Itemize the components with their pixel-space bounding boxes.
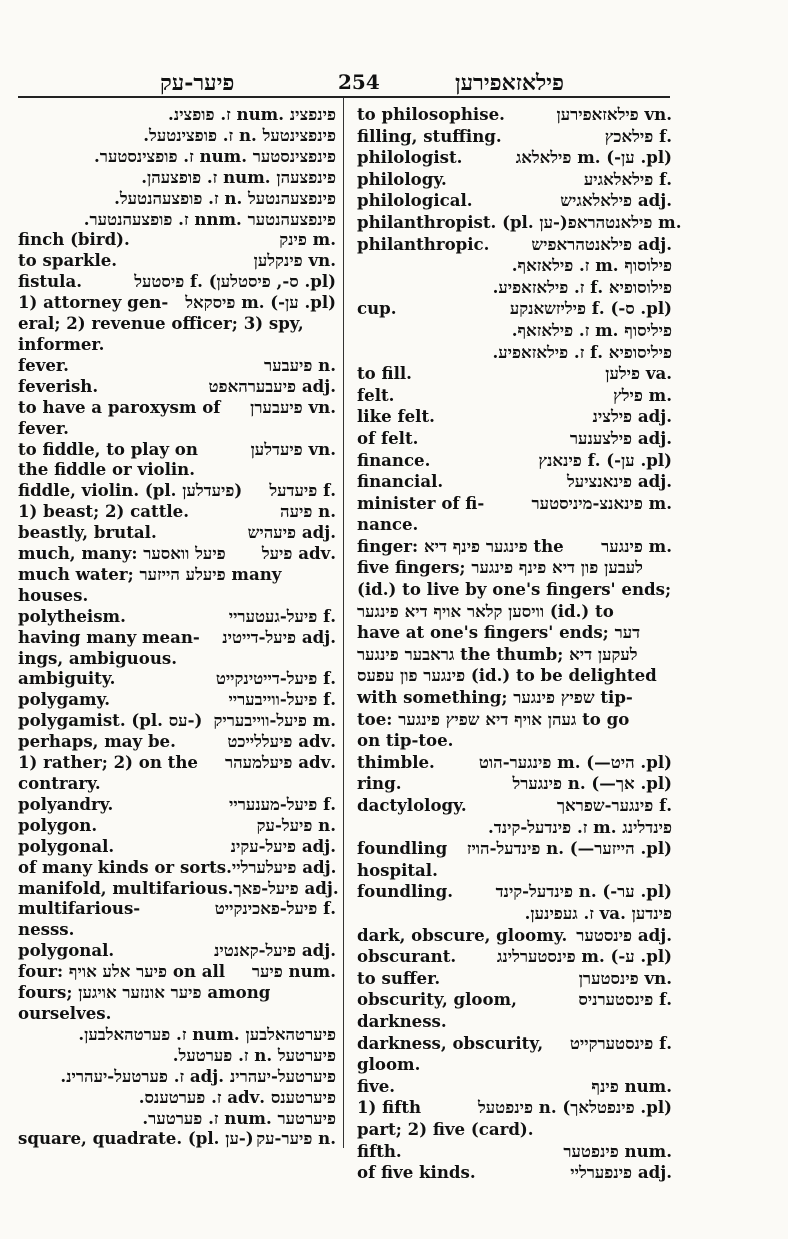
entry-gloss: philanthropic.: [357, 233, 490, 254]
entry-headword: .adj פיעלערליי: [231, 856, 337, 877]
dictionary-entry: [18, 480, 336, 501]
dictionary-entry: [18, 877, 339, 899]
entry-headword: .adj פיעל-דייטינ: [222, 626, 336, 647]
entry-gloss: feverish.: [18, 375, 99, 396]
entry-gloss: 1) beast; 2) cattle.: [18, 501, 189, 522]
dictionary-entry: [18, 250, 336, 271]
entry-headword: (pl. ער-) .n פינדעל-קינד: [495, 881, 672, 902]
entry-gloss: polygonal.: [18, 835, 115, 856]
entry-continuation: וויסען קלאר אויף דיא פינגער (id.) to: [357, 600, 614, 621]
entry-gloss: ring.: [357, 773, 402, 794]
entry-gloss: polytheism.: [18, 605, 126, 626]
cross-reference-entry: פינפצינטעל .n ז. פופצינטעל.: [143, 124, 336, 145]
header-rule: [18, 96, 670, 98]
entry-headword: (pl. הייזער—) .n פינדעל-הויז: [466, 838, 672, 859]
dictionary-entry: [357, 450, 672, 472]
entry-continuation: nance.: [357, 514, 419, 535]
entry-gloss: philologist.: [357, 147, 463, 168]
dictionary-entry: [18, 229, 336, 250]
dictionary-entry: [357, 752, 672, 774]
entry-gloss: of felt.: [357, 427, 419, 448]
entry-headword: .num פינפטער: [563, 1140, 672, 1161]
dictionary-entry: [357, 493, 672, 515]
entry-gloss: financial.: [357, 471, 444, 492]
entry-gloss: like felt.: [357, 406, 435, 427]
cross-reference-entry: פיערטהאלבען .num ז. פערטהאלבען.: [78, 1023, 336, 1044]
dictionary-entry: [18, 522, 336, 543]
entry-gloss: fever.: [18, 354, 69, 375]
entry-gloss: much, many: פיעל וואסער: [18, 543, 226, 564]
dictionary-entry: [357, 363, 672, 385]
dictionary-entry: [18, 815, 336, 836]
entry-continuation: gloom.: [357, 1054, 421, 1075]
entry-headword: .adj פינסטער: [576, 924, 672, 945]
dictionary-entry: [18, 439, 336, 460]
entry-headword: .f פילאכץ: [604, 125, 672, 146]
dictionary-entry: [357, 838, 672, 860]
right-running-head: פילאזאפירען: [455, 70, 565, 96]
cross-reference-entry: פילוסופיא .f ז. פילאזאפיע.: [492, 276, 672, 297]
entry-gloss: beastly, brutal.: [18, 522, 157, 543]
entry-headword: .f פילאלאגיע: [583, 168, 672, 189]
dictionary-entry: [18, 501, 336, 522]
entry-headword: .m פינאנצ-מיניסטער: [531, 492, 672, 513]
entry-headword: .f פיעדעל: [269, 480, 336, 501]
entry-headword: .adj פיעל-פאך: [233, 877, 339, 898]
entry-gloss: philology.: [357, 168, 447, 189]
entry-gloss: 1) attorney gen-: [18, 292, 169, 313]
entry-headword: .adj פינאנציעל: [567, 471, 672, 492]
entry-gloss: finch (bird).: [18, 229, 130, 250]
entry-gloss: philological.: [357, 190, 473, 211]
dictionary-entry: [18, 627, 336, 648]
dictionary-entry: [18, 940, 336, 961]
cross-reference-entry: פינפצעהנטעל .n ז. פופצעהנטעל.: [114, 187, 336, 208]
entry-continuation: part; 2) five (card).: [357, 1118, 534, 1139]
cross-reference-entry: פינפצעהן .num ז. פופצעהן.: [141, 166, 336, 187]
dictionary-entry: [357, 190, 672, 212]
entry-headword: .f פיעל-פאכינקייט: [214, 898, 336, 919]
entry-headword: .adj פיעהיש: [247, 522, 336, 543]
cross-reference-entry: פילוסוף .m ז. פילאזאף.: [511, 255, 672, 276]
entry-headword: .adj פיעל-קאנטינ: [213, 940, 336, 961]
entry-gloss: minister of fi-: [357, 492, 485, 513]
entry-headword: .adj פילאנטהראפיש: [531, 233, 672, 254]
entry-gloss: 1) fifth: [357, 1097, 422, 1118]
dictionary-entry: [357, 795, 672, 817]
entry-continuation: much water; פיעלע הייזער many: [18, 563, 282, 584]
dictionary-entry: [18, 292, 336, 313]
entry-gloss: to philosophise.: [357, 104, 505, 124]
dictionary-entry: [18, 397, 336, 418]
entry-headword: .n פיעבער: [264, 354, 336, 375]
dictionary-entry: [18, 355, 336, 376]
entry-headword: .f פיעל-געטעריי: [228, 605, 336, 626]
entry-continuation: houses.: [18, 584, 89, 605]
dictionary-entry: [357, 298, 672, 320]
cross-reference-entry: פינדלינג .m ז. פינדעל-קינד.: [488, 816, 672, 837]
entry-continuation: the fiddle or violin.: [18, 459, 196, 480]
entry-gloss: fistula.: [18, 271, 82, 292]
right-column: [357, 104, 682, 1184]
entry-headword: .f פיעל-מענעריי: [229, 793, 336, 814]
entry-continuation: ings, ambiguous.: [18, 647, 178, 668]
left-running-head: פיער-עק: [160, 70, 235, 96]
entry-headword: (pl. ס-) .f פיליזשאנקע: [509, 298, 672, 319]
entry-headword: .vn פיעדלען: [250, 438, 336, 459]
entry-gloss: polygonal.: [18, 940, 115, 961]
entry-gloss: having many mean-: [18, 626, 200, 647]
entry-headword: .adj פיעל-עקינ: [230, 835, 336, 856]
entry-continuation: nesss.: [18, 919, 75, 940]
entry-headword: .adv פיעל: [261, 543, 336, 564]
dictionary-entry: [357, 471, 672, 493]
dictionary-entry: [18, 898, 336, 919]
entry-headword: .f פיעל-ווייבעריי: [228, 689, 336, 710]
entry-gloss: polygamy.: [18, 689, 111, 710]
entry-gloss: felt.: [357, 384, 395, 405]
entry-gloss: of five kinds.: [357, 1162, 476, 1183]
dictionary-entry: [357, 234, 672, 256]
entry-headword: (pl. ע-) .m פינסטערלינג: [496, 946, 672, 967]
entry-continuation: (id.) to live by one's fingers' ends;: [357, 579, 672, 600]
dictionary-entry: [18, 752, 336, 773]
cross-reference-entry: פינפצינסטער .num ז. פופצינסטער.: [94, 145, 336, 166]
dictionary-entry: [18, 1128, 336, 1149]
entry-continuation: five fingers; לעבען פון דיא פינף פינגער: [357, 557, 643, 578]
entry-headword: .vn פיעבערן: [250, 396, 336, 417]
dictionary-entry: [357, 536, 672, 558]
entry-headword: (pl. אך—) .n פינגערל: [512, 773, 672, 794]
entry-headword: (pl. ען-) .f פינאנץ: [538, 449, 672, 470]
entry-continuation: eral; 2) revenue officer; 3) spy,: [18, 313, 304, 334]
entry-continuation: with something; שפיץ פינגער tip-: [357, 687, 633, 708]
dictionary-entry: [18, 668, 336, 689]
entry-continuation: informer.: [18, 333, 105, 354]
entry-gloss: polygon.: [18, 814, 98, 835]
entry-headword: .m פילץ: [613, 384, 672, 405]
dictionary-entry: [18, 543, 336, 564]
dictionary-entry: [18, 794, 336, 815]
entry-gloss: dark, obscure, gloomy.: [357, 924, 568, 945]
dictionary-entry: [18, 689, 336, 710]
dictionary-entry: [357, 211, 682, 234]
cross-reference-entry: פיערטעל-יעהרינ .adj ז. פערטעל-יעהרינ.: [60, 1065, 336, 1086]
entry-gloss: 1) rather; 2) on the: [18, 752, 198, 773]
dictionary-entry: [357, 773, 672, 795]
entry-headword: .adj פיעבערהאפט: [208, 375, 336, 396]
dictionary-entry: [357, 1141, 672, 1163]
entry-gloss: to sparkle.: [18, 250, 118, 271]
entry-headword: .m פילאנטהראפ: [567, 211, 682, 232]
dictionary-entry: [357, 406, 672, 428]
entry-gloss: thimble.: [357, 751, 435, 772]
entry-gloss: multifarious-: [18, 898, 141, 919]
entry-continuation: have at one's fingers' ends; דער: [357, 622, 641, 643]
entry-headword: .n פיעה: [280, 501, 336, 522]
entry-continuation: פינגער פון עפעס (id.) to be delighted: [357, 665, 657, 686]
entry-gloss: four: פיער אלע אויף on all: [18, 961, 226, 982]
entry-continuation: ourselves.: [18, 1002, 112, 1023]
dictionary-entry: [357, 1097, 672, 1119]
entry-headword: .adv פיעללייכט: [227, 731, 336, 752]
entry-headword: (pl. פינפטלאך) .n פינפטעל: [478, 1097, 672, 1118]
dictionary-entry: [18, 710, 336, 731]
entry-gloss: finance.: [357, 449, 431, 470]
entry-gloss: to suffer.: [357, 967, 441, 988]
entry-gloss: fifth.: [357, 1140, 402, 1161]
entry-headword: (pl. ען-) .m פילאלאג: [515, 147, 672, 168]
entry-headword: .va פילען: [605, 363, 672, 384]
entry-continuation: fours; פיער אונזער אויגען among: [18, 982, 271, 1003]
dictionary-entry: [18, 731, 336, 752]
entry-headword: (pl. ען-) .m פיסקאל: [185, 292, 336, 313]
entry-headword: .m פיעל-ווייבעריק: [213, 710, 336, 731]
entry-gloss: darkness, obscurity,: [357, 1032, 544, 1053]
dictionary-entry: [18, 836, 336, 857]
entry-headword: .f פינסטערניס: [578, 989, 672, 1010]
dictionary-entry: [357, 968, 672, 990]
entry-headword: .adj פילצינ: [592, 406, 672, 427]
entry-gloss: filling, stuffing.: [357, 125, 502, 146]
entry-headword: .adj פינפערליי: [570, 1162, 672, 1183]
entry-headword: .n פיער-עק: [256, 1128, 336, 1149]
entry-headword: .vn פילאזאפירען: [556, 104, 672, 124]
dictionary-entry: [357, 1162, 672, 1184]
entry-continuation: toe: געהן אויף דיא שפיץ פינגער to go: [357, 708, 630, 729]
page-number: 254: [338, 70, 380, 94]
dictionary-entry: [357, 989, 672, 1011]
entry-continuation: fever.: [18, 417, 69, 438]
entry-headword: .vn פינקלען: [253, 250, 336, 271]
entry-gloss: to fill.: [357, 363, 412, 384]
entry-gloss: of many kinds or sorts.: [18, 856, 232, 877]
entry-headword: .num פיער: [251, 961, 336, 982]
entry-gloss: perhaps, may be.: [18, 731, 176, 752]
dictionary-entry: [357, 147, 672, 169]
dictionary-entry: [357, 104, 672, 126]
entry-gloss: philanthropist. (pl. ען-): [357, 211, 568, 232]
entry-headword: .f פינגער-שפראך: [556, 795, 672, 815]
dictionary-entry: [357, 881, 672, 903]
entry-continuation: contrary.: [18, 773, 101, 793]
entry-headword: (pl. היט—) .m פינגער-הוט: [478, 751, 672, 772]
entry-headword: .f פיעל-דייטינקייט: [215, 668, 336, 689]
entry-continuation: hospital.: [357, 859, 438, 880]
entry-gloss: polyandry.: [18, 793, 114, 814]
cross-reference-entry: פיערטענס .adv ז. פערטענס.: [138, 1086, 336, 1107]
cross-reference-entry: פיערטער .num ז. פערטער.: [142, 1107, 336, 1128]
dictionary-entry: [357, 1033, 672, 1055]
entry-headword: .n פיעל-עק: [256, 814, 336, 835]
column-divider: [343, 98, 344, 1148]
entry-headword: .f פינסטערקייט: [569, 1032, 672, 1053]
entry-gloss: to fiddle, to play on: [18, 438, 198, 459]
dictionary-entry: [357, 946, 672, 968]
dictionary-entry: [357, 169, 672, 191]
entry-continuation: on tip-toe.: [357, 730, 454, 751]
cross-reference-entry: פיליסופיא .f ז. פילאזאפיע.: [492, 341, 672, 362]
entry-headword: .num פינף: [591, 1075, 672, 1096]
dictionary-entry: [357, 385, 672, 407]
entry-headword: .m פינק: [279, 229, 336, 250]
dictionary-entry: [357, 1076, 672, 1098]
entry-gloss: square, quadrate. (pl. ען-): [18, 1128, 254, 1149]
entry-headword: .adj פילאלאגיש: [560, 190, 672, 211]
entry-gloss: to have a paroxysm of: [18, 396, 221, 417]
entry-gloss: obscurant.: [357, 946, 457, 967]
entry-gloss: manifold, multifarious.: [18, 877, 234, 898]
dictionary-entry: [357, 925, 672, 947]
dictionary-entry: [18, 271, 336, 292]
entry-gloss: polygamist. (pl. עס-): [18, 710, 203, 731]
entry-gloss: ambiguity.: [18, 668, 116, 689]
entry-headword: .adv פיעלמעהר: [224, 752, 336, 773]
cross-reference-entry: פיליסוף .m ז. פילאזאף.: [511, 319, 672, 340]
entry-headword: .m פינגער: [601, 535, 672, 556]
dictionary-entry: [18, 376, 336, 397]
cross-reference-entry: פינפצינ .num ז. פופצינ.: [168, 104, 336, 124]
entry-continuation: גראבער פינגער the thumb; לעקען דיא: [357, 643, 638, 664]
dictionary-entry: [18, 961, 336, 982]
entry-continuation: darkness.: [357, 1010, 447, 1031]
entry-gloss: dactylology.: [357, 795, 467, 815]
dictionary-entry: [357, 126, 672, 148]
entry-gloss: five.: [357, 1075, 396, 1096]
entry-gloss: foundling.: [357, 881, 453, 902]
cross-reference-entry: פינדען .va ז. געפינען.: [524, 902, 672, 923]
left-column: [18, 104, 339, 1149]
entry-headword: (pl. ס-, פיסטלען) .f פיסטעל: [134, 271, 336, 292]
dictionary-entry: [18, 857, 336, 878]
entry-headword: .adj פילצענער: [569, 427, 672, 448]
cross-reference-entry: פינפצעהנטער .nnm ז. פופצעהנטער.: [83, 208, 336, 229]
entry-gloss: cup.: [357, 298, 397, 319]
entry-gloss: obscurity, gloom,: [357, 989, 517, 1010]
entry-gloss: foundling: [357, 838, 448, 859]
dictionary-entry: [18, 606, 336, 627]
cross-reference-entry: פיערטעל .n ז. פערטעל.: [172, 1044, 336, 1065]
entry-gloss: finger: פינגער פינף דיא the: [357, 535, 564, 556]
entry-gloss: fiddle, violin. (pl. פיעדלען): [18, 480, 243, 501]
entry-headword: .vn פינסטערן: [578, 967, 672, 988]
dictionary-entry: [357, 428, 672, 450]
